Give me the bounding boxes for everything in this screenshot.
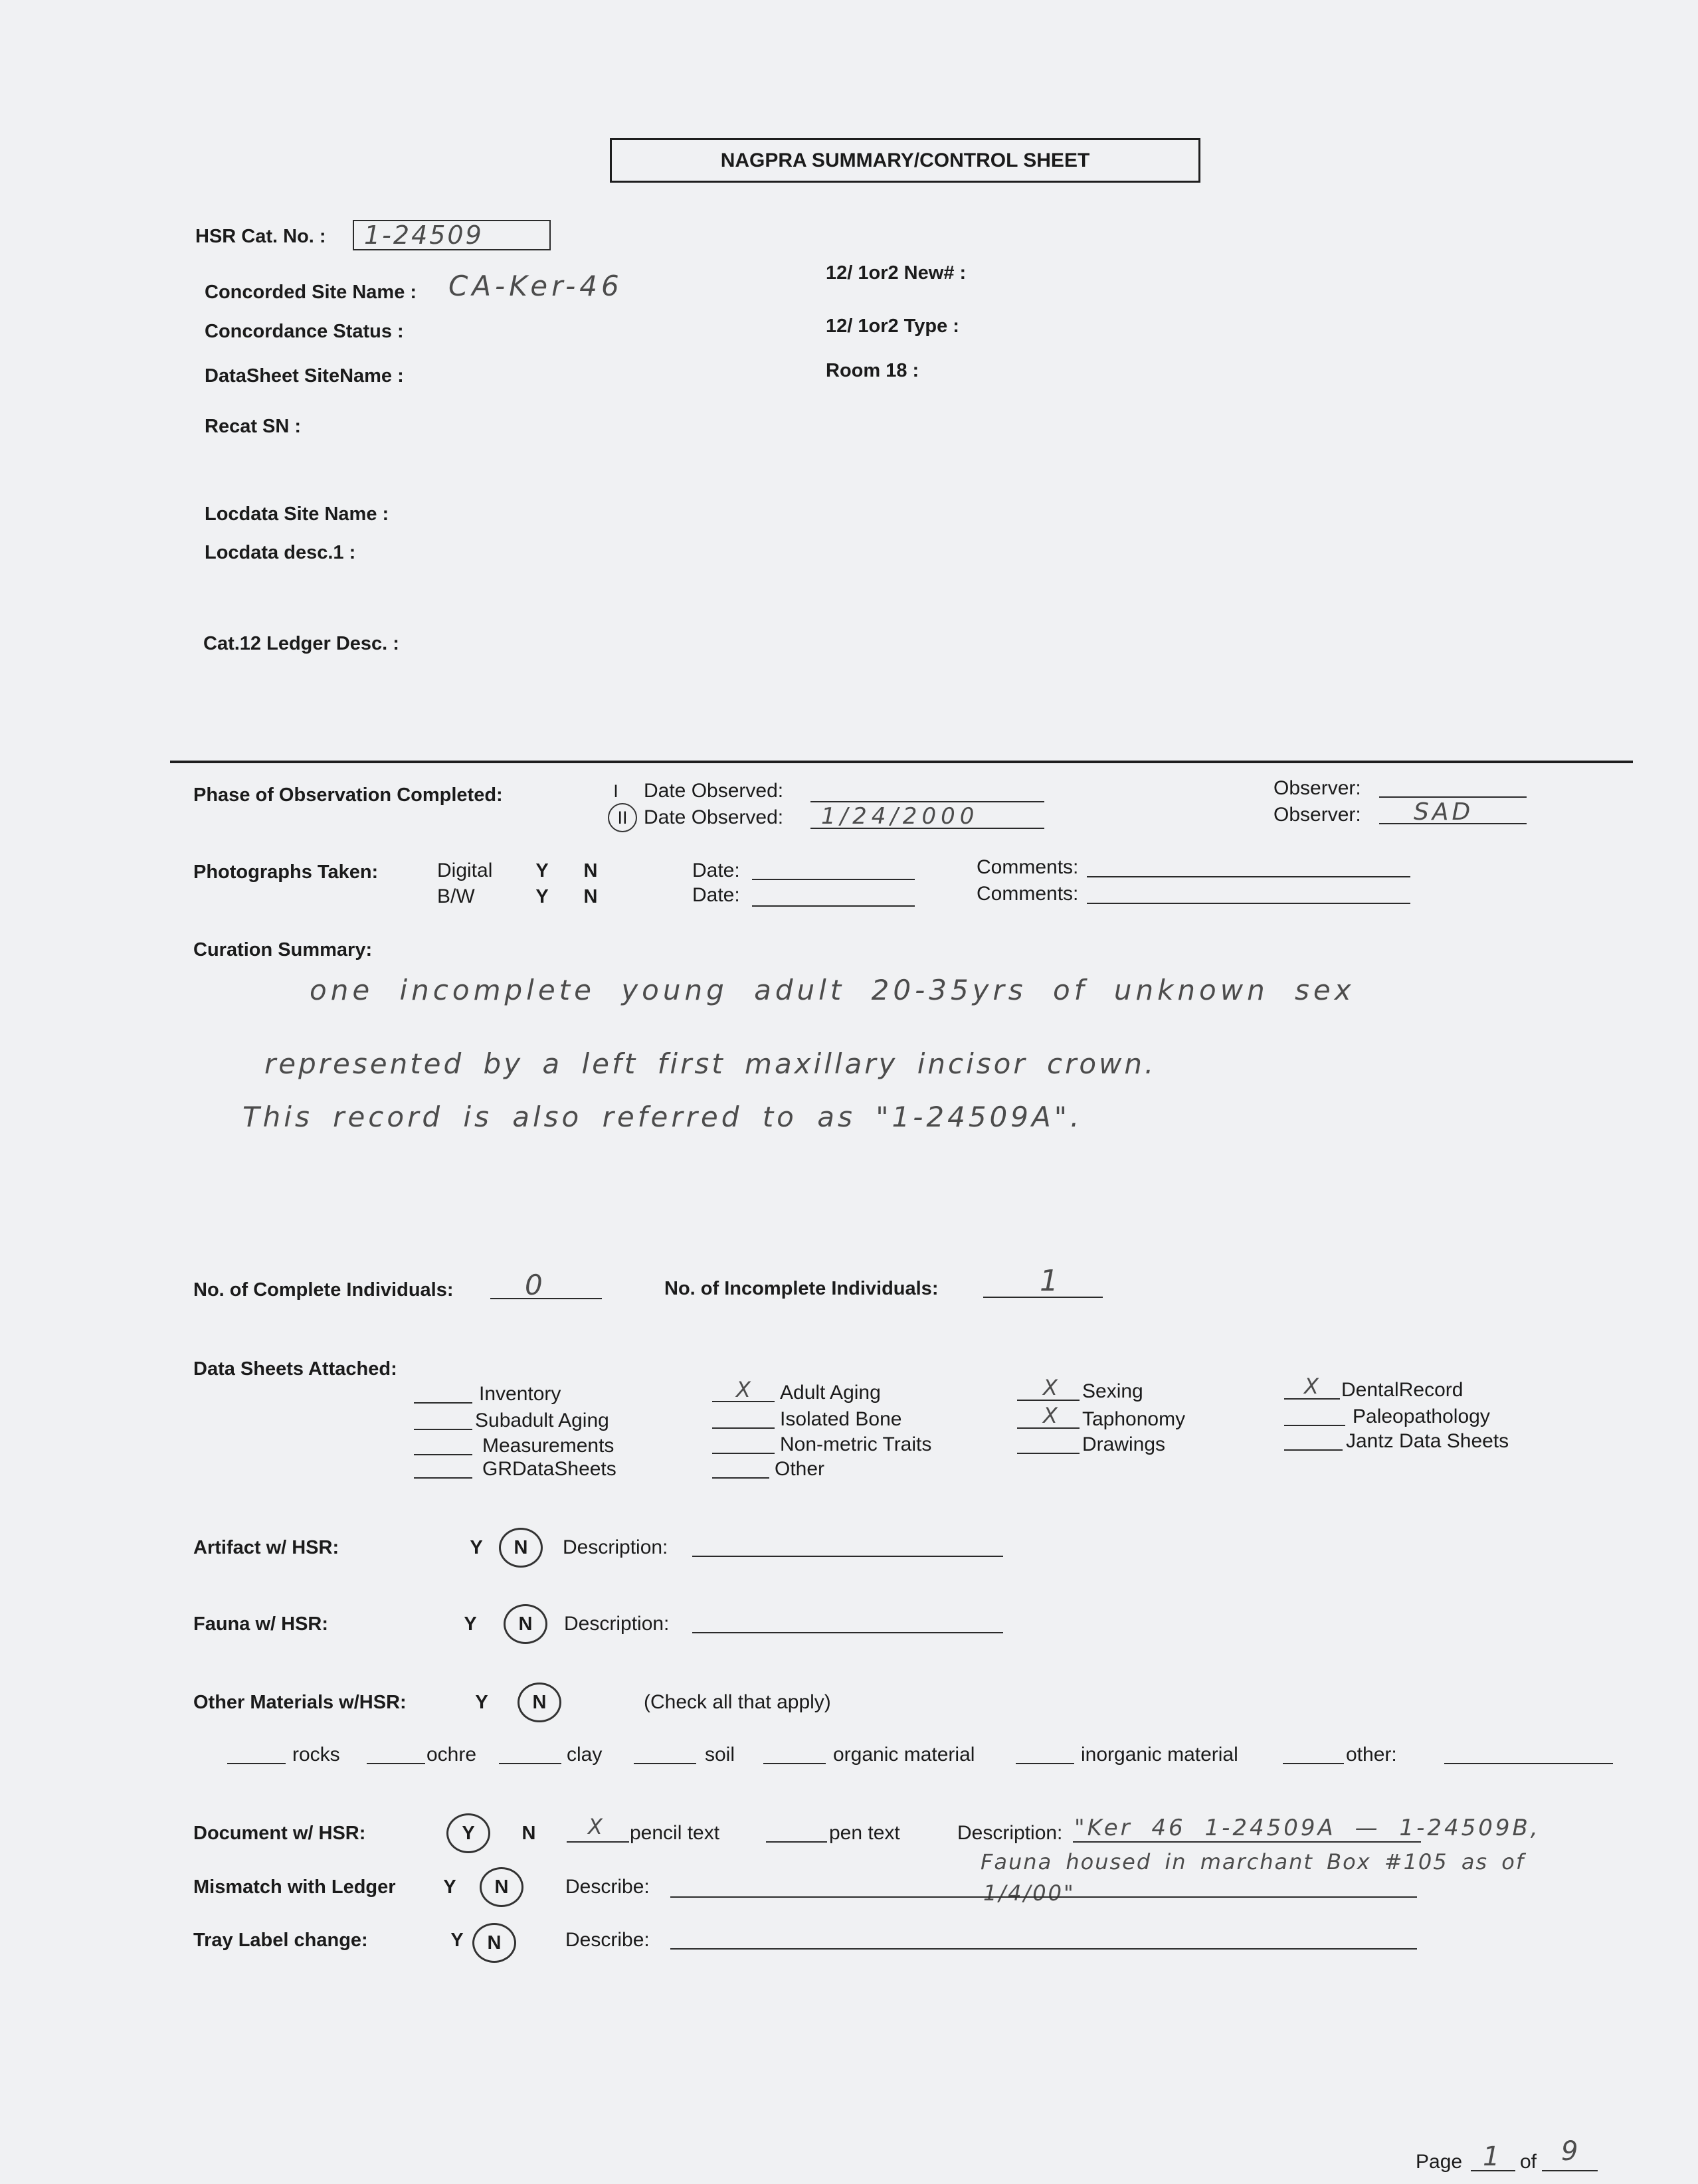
sheet-jantz-line [1284,1449,1343,1451]
ledger-desc-label: Cat.12 Ledger Desc. : [203,633,399,654]
material-clay-label: clay [567,1744,603,1766]
photo-digital-date-line [752,879,915,880]
pen-text-line [766,1841,827,1843]
sheet-subadult-aging-label: Subadult Aging [475,1410,609,1431]
photo-digital-date-label: Date: [692,860,740,881]
sheet-taphonomy-label: Taphonomy [1082,1408,1186,1430]
document-description-line [1073,1841,1421,1843]
artifact-description-line [692,1556,1003,1557]
sheet-paleopathology-label: Paleopathology [1353,1406,1490,1427]
other-materials-yes: Y [475,1691,488,1713]
datasheet-sitename-label: DataSheet SiteName : [205,365,404,387]
section-divider [170,761,1633,763]
phase-1-date-label: Date Observed: [644,780,784,802]
complete-individuals-line [490,1298,602,1299]
room-18-label: Room 18 : [826,360,919,381]
curation-line-3: This record is also referred to as "1-24509A". [242,1101,1083,1133]
sheet-other-line [712,1477,769,1479]
fauna-yes: Y [464,1613,477,1635]
sheet-non-metric-traits-line [712,1453,775,1454]
material-other-line [1283,1763,1344,1764]
page-of-label: of [1520,2151,1537,2173]
photo-bw-date-label: Date: [692,884,740,906]
phase-2-observer-label: Observer: [1274,804,1361,826]
material-inorganic-label: inorganic material [1081,1744,1238,1766]
page-total: 9 [1561,2136,1578,2167]
material-organic-line [763,1763,826,1764]
material-other-fill-line [1444,1763,1613,1764]
photo-bw-no: N [583,885,598,907]
sheet-dentalrecord-label: DentalRecord [1341,1379,1463,1401]
sheet-sexing-label: Sexing [1082,1380,1143,1402]
photo-digital-no: N [583,860,598,881]
sheet-subadult-aging-line [414,1429,472,1430]
document-yes: Y [446,1813,490,1853]
tray-label-describe-label: Describe: [565,1929,650,1951]
material-other-label: other: [1346,1744,1397,1766]
sheet-dentalrecord-mark: X [1304,1374,1319,1399]
material-organic-label: organic material [833,1744,975,1766]
sheet-adult-aging-mark: X [736,1377,751,1402]
sheet-paleopathology-line [1284,1425,1345,1426]
data-sheets-label: Data Sheets Attached: [193,1358,397,1380]
tray-label-label: Tray Label change: [193,1930,368,1951]
fauna-no: N [504,1604,547,1644]
artifact-yes: Y [470,1536,483,1558]
sheet-grdatasheets-label: GRDataSheets [482,1458,616,1480]
phase-1-date-line [810,801,1044,802]
sheet-jantz-label: Jantz Data Sheets [1346,1430,1509,1452]
photo-digital-yes: Y [535,860,549,881]
incomplete-individuals-label: No. of Incomplete Individuals: [664,1278,939,1299]
sheet-taphonomy-mark: X [1043,1403,1058,1428]
artifact-description-label: Description: [563,1536,668,1558]
phase-1-observer-label: Observer: [1274,777,1361,799]
pen-text-label: pen text [829,1822,900,1844]
pencil-text-line [567,1841,629,1843]
mismatch-no: N [480,1867,523,1907]
phase-2-date-label: Date Observed: [644,806,784,828]
other-materials-label: Other Materials w/HSR: [193,1692,407,1713]
document-label: Document w/ HSR: [193,1823,366,1844]
incomplete-individuals-value: 1 [1040,1264,1058,1298]
phase-2-observer-value: SAD [1414,798,1474,826]
material-ochre-label: ochre [426,1744,477,1766]
hsr-cat-no-value: 1-24509 [364,221,484,250]
page-number: 1 [1483,2141,1500,2172]
page-total-line [1542,2170,1598,2171]
concorded-site-name-label: Concorded Site Name : [205,282,417,303]
hsr-cat-no-label: HSR Cat. No. : [195,226,326,247]
curation-summary-label: Curation Summary: [193,939,373,960]
sheet-grdatasheets-line [414,1477,472,1479]
material-rocks-line [227,1763,286,1764]
photo-bw-comments-line [1087,903,1410,904]
sheet-sexing-mark: X [1043,1375,1058,1400]
sheet-inventory-line [414,1402,472,1404]
type-label: 12/ 1or2 Type : [826,316,959,337]
fauna-description-label: Description: [564,1613,670,1635]
sheet-measurements-line [414,1454,472,1455]
form-title: NAGPRA SUMMARY/CONTROL SHEET [720,149,1090,171]
document-description-line-3: 1/4/00" [983,1880,1076,1906]
fauna-description-line [692,1632,1003,1633]
sheet-non-metric-traits-label: Non-metric Traits [780,1433,932,1455]
concordance-status-label: Concordance Status : [205,321,404,342]
mismatch-label: Mismatch with Ledger [193,1876,396,1898]
mismatch-describe-label: Describe: [565,1876,650,1898]
material-clay-line [499,1763,561,1764]
page-label: Page [1416,2151,1463,2173]
photo-bw-yes: Y [535,885,549,907]
document-no: N [521,1822,536,1844]
sheet-adult-aging-label: Adult Aging [780,1382,881,1404]
title-box [610,138,1200,183]
sheet-inventory-label: Inventory [479,1383,561,1405]
locdata-desc-label: Locdata desc.1 : [205,542,356,563]
document-description-line-2: Fauna housed in marchant Box #105 as of [981,1849,1525,1874]
tray-label-no: N [472,1923,516,1963]
curation-line-2: represented by a left first maxillary incisor crown. [264,1047,1157,1080]
photo-digital-comments-label: Comments: [977,856,1079,878]
material-soil-label: soil [705,1744,735,1766]
sheet-other-label: Other [775,1458,825,1480]
pencil-text-mark: X [588,1814,603,1839]
locdata-site-name-label: Locdata Site Name : [205,503,389,525]
photo-bw-date-line [752,905,915,907]
material-ochre-line [367,1763,425,1764]
sheet-isolated-bone-label: Isolated Bone [780,1408,902,1430]
fauna-label: Fauna w/ HSR: [193,1613,329,1635]
complete-individuals-label: No. of Complete Individuals: [193,1279,454,1301]
photo-digital-comments-line [1087,876,1410,877]
material-inorganic-line [1016,1763,1074,1764]
document-description-label: Description: [957,1822,1063,1844]
sheet-measurements-label: Measurements [482,1435,614,1457]
curation-line-1: one incomplete young adult 20-35yrs of unknown sex [310,974,1355,1006]
observation-label: Phase of Observation Completed: [193,784,503,806]
artifact-label: Artifact w/ HSR: [193,1537,339,1558]
sheet-drawings-label: Drawings [1082,1433,1166,1455]
phase-1-marker: I [613,780,618,801]
mismatch-describe-line [670,1896,1417,1898]
new-no-label: 12/ 1or2 New# : [826,262,967,284]
artifact-no: N [499,1528,543,1568]
other-materials-note: (Check all that apply) [644,1691,831,1713]
photographs-label: Photographs Taken: [193,862,379,883]
concorded-site-name-value: CA-Ker-46 [448,270,623,302]
sheet-drawings-line [1017,1453,1080,1454]
pencil-text-label: pencil text [630,1822,720,1844]
material-rocks-label: rocks [292,1744,340,1766]
phase-2-date-value: 1/24/2000 [821,803,979,830]
tray-label-describe-line [670,1948,1417,1950]
photo-bw-comments-label: Comments: [977,883,1079,905]
phase-2-marker: II [608,803,637,832]
recat-sn-label: Recat SN : [205,416,302,437]
sheet-isolated-bone-line [712,1427,775,1429]
document-description-line-1: "Ker 46 1-24509A — 1-24509B, [1074,1815,1541,1841]
photo-digital-label: Digital [437,860,493,881]
tray-label-yes: Y [450,1929,464,1951]
complete-individuals-value: 0 [525,1269,543,1301]
material-soil-line [634,1763,696,1764]
phase-1-observer-line [1379,796,1527,798]
mismatch-yes: Y [443,1876,456,1898]
photo-bw-label: B/W [437,885,475,907]
other-materials-no: N [518,1683,561,1722]
